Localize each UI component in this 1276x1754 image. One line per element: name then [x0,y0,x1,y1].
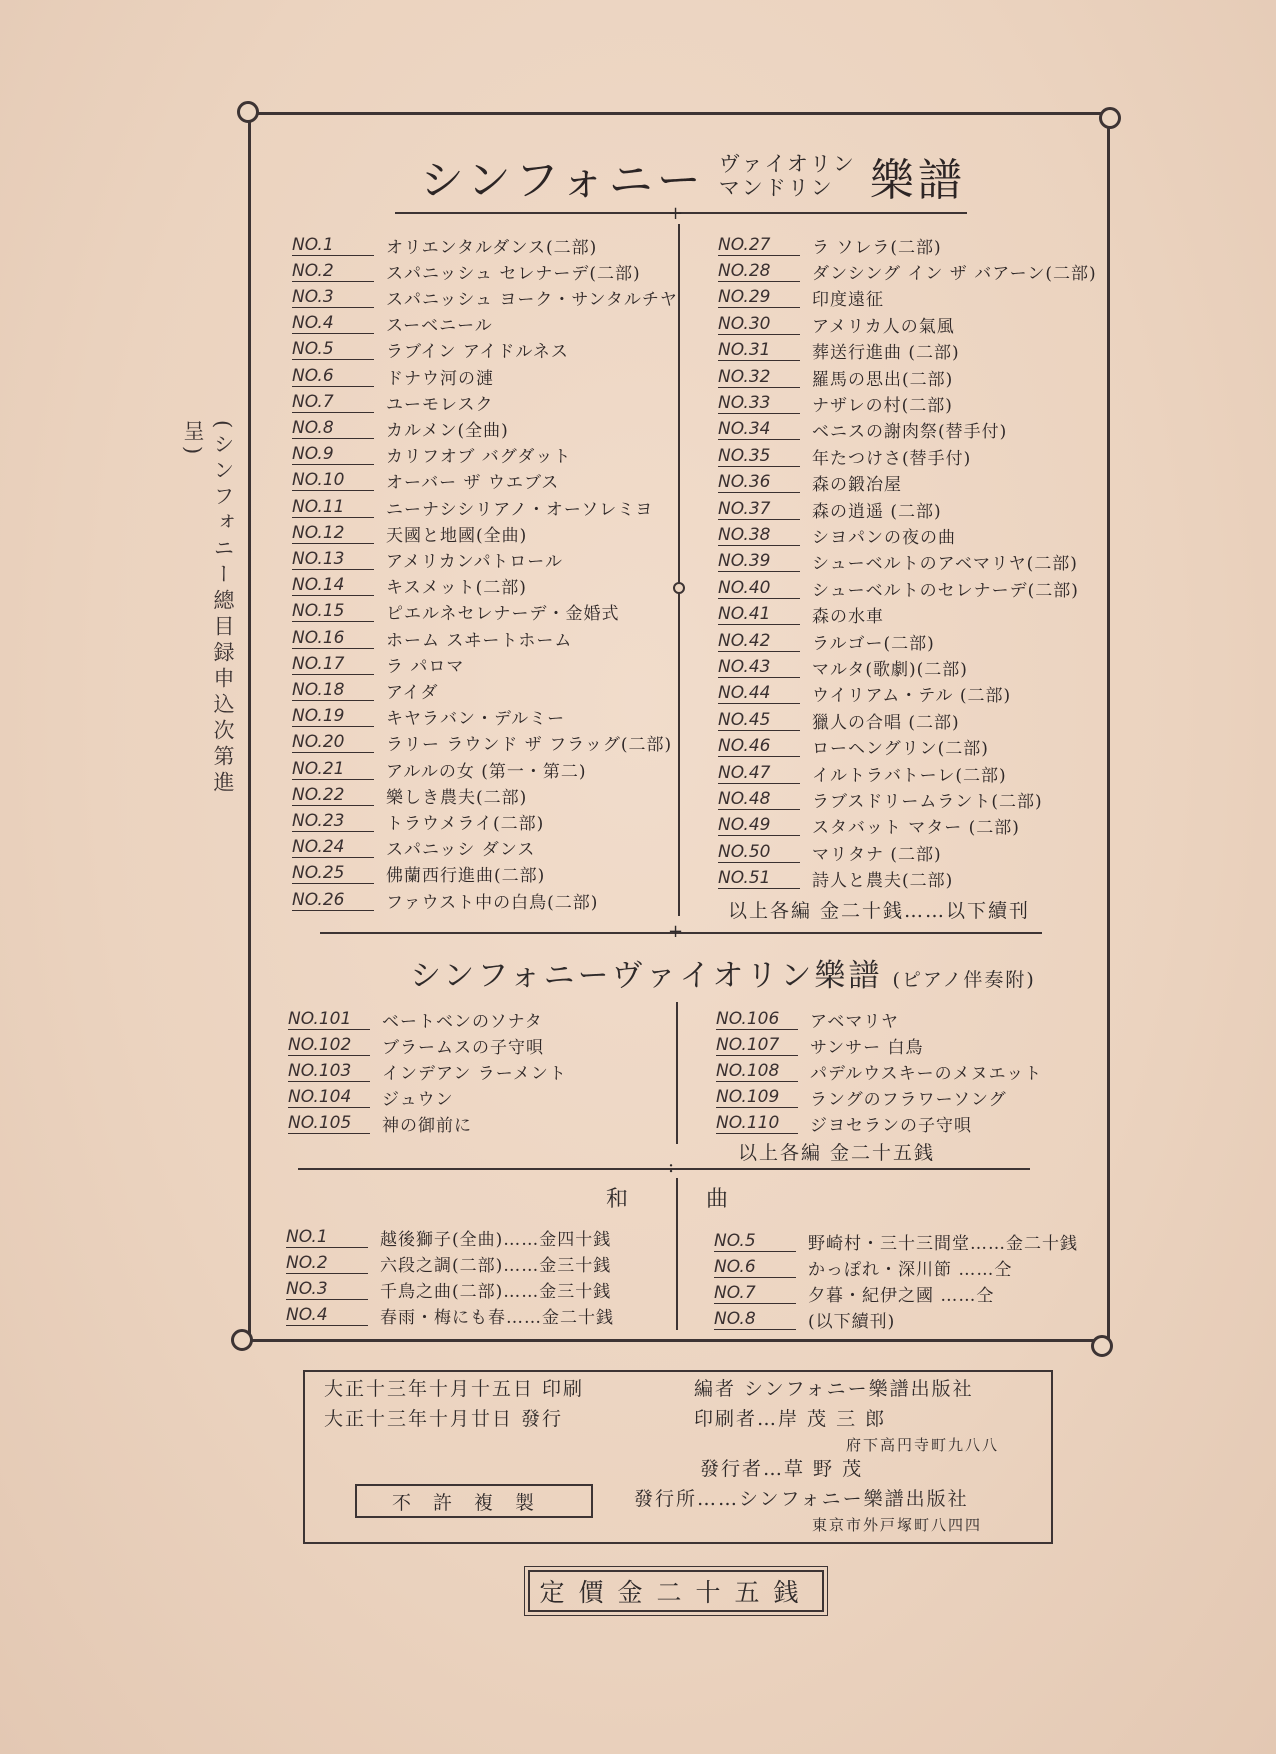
main-title [420,148,966,204]
list-item [718,311,955,337]
item-title: スパニッシュ セレナーデ(二部) [386,263,641,284]
list-item [292,573,527,599]
list-item [292,311,493,337]
print-date: 大正十三年十月十五日 印刷 [324,1378,585,1400]
item-number: NO.106 [716,1009,798,1030]
list-item [716,1032,924,1058]
list-item [718,813,1020,839]
item-number: NO.20 [292,732,374,753]
list-item [718,575,1079,601]
item-number: NO.27 [718,235,800,256]
list-item [292,625,572,651]
list-item [718,839,942,865]
list-item [286,1302,614,1328]
item-number: NO.40 [718,578,800,599]
editor: 編者 シンフォニー樂譜出版社 [694,1378,974,1400]
item-title: ブラームスの子守唄 [382,1037,544,1058]
item-title: ファウスト中の白鳥(二部) [386,892,599,913]
title-mandolin: マンドリン [718,176,834,200]
item-number: NO.42 [718,631,800,652]
item-title: アルルの女 (第一・第二) [386,761,587,782]
list-item [288,1058,567,1084]
item-title: スタバット マター (二部) [812,818,1020,839]
item-number: NO.43 [718,657,800,678]
list-item [288,1032,544,1058]
column-divider [678,224,680,916]
list-item [292,782,527,808]
list-item [714,1254,1012,1280]
no-reprint-stamp: 不許複製 [355,1484,593,1518]
item-title: ドナウ河の漣 [386,368,494,389]
item-number: NO.15 [292,601,374,622]
list-item [718,707,960,733]
item-title: 野崎村・三十三間堂……金二十銭 [808,1233,1078,1254]
list-item [288,1110,472,1136]
item-number: NO.39 [718,551,800,572]
item-number: NO.105 [288,1113,370,1134]
item-title: カルメン(全曲) [386,420,509,441]
list-item [292,494,653,520]
item-title: ラブスドリームラント(二部) [812,791,1043,812]
item-title: シューベルトのアベマリヤ(二部) [812,554,1078,575]
list-item [718,285,884,311]
item-number: NO.19 [292,706,374,727]
item-number: NO.21 [292,759,374,780]
item-title: マルタ(歌劇)(二部) [812,659,968,680]
item-title: ユーモレスク [386,394,494,415]
item-title: ウイリアム・テル (二部) [812,686,1012,707]
item-title: イルトラバトーレ(二部) [812,765,1007,786]
item-title: サンサー 白鳥 [810,1037,924,1058]
item-title: ホーム スヰートホーム [386,630,573,651]
item-title: アメリカンパトロール [386,551,563,572]
item-number: NO.5 [292,339,374,360]
item-number: NO.5 [714,1231,796,1252]
list-item [286,1224,611,1250]
item-title: オーバー ザ ウエブス [386,473,560,494]
publisher-house: 發行所……シンフォニー樂譜出版社 [634,1488,969,1510]
item-number: NO.34 [718,419,800,440]
item-title: 葬送行進曲 (二部) [812,343,960,364]
list-item [718,866,953,892]
item-number: NO.29 [718,287,800,308]
list-item [288,1006,543,1032]
item-number: NO.32 [718,367,800,388]
list-item [718,628,935,654]
item-title: ベートベンのソナタ [382,1011,543,1032]
item-title: 獵人の合唱 (二部) [812,712,960,733]
item-title: 印度遠征 [812,290,884,311]
list-item [292,887,598,913]
item-title: ラングのフラワーソング [810,1089,1007,1110]
list-item [718,258,1097,284]
list-item [716,1110,972,1136]
list-item [292,861,545,887]
item-title: (以下續刊) [808,1311,896,1332]
item-title: 天國と地國(全曲) [386,525,528,546]
item-title: カリフオブ バグダット [386,447,572,468]
item-number: NO.4 [286,1305,368,1326]
list-item [292,520,527,546]
item-number: NO.3 [286,1279,368,1300]
publisher: 發行者…草 野 茂 [700,1458,864,1480]
item-title: マリタナ (二部) [812,844,942,865]
item-title: ラブイン アイドルネス [386,342,569,363]
main-title-instruments [719,152,856,200]
item-title: キヤラバン・デルミー [386,709,566,730]
item-number: NO.18 [292,680,374,701]
item-number: NO.11 [292,497,374,518]
item-title: 羅馬の思出(二部) [812,369,954,390]
item-title: ジュウン [382,1089,454,1110]
item-title: ピエルネセレナーデ・金婚式 [386,604,620,625]
item-title: インデアン ラーメント [382,1063,567,1084]
item-title: 六段之調(二部)……金三十銭 [380,1255,612,1276]
item-title: 森の鍛冶屋 [812,475,902,496]
printer-address: 府下高円寺町九八八 [846,1436,1000,1454]
item-number: NO.45 [718,710,800,731]
item-title: 年たつけさ(替手付) [812,448,972,469]
item-number: NO.17 [292,654,374,675]
divider-dot [673,582,685,594]
publisher-address: 東京市外戸塚町八四四 [812,1516,983,1534]
item-number: NO.10 [292,470,374,491]
list-item [292,415,509,441]
list-item [718,338,960,364]
list-item [292,442,571,468]
list-item [714,1280,994,1306]
list-item [718,602,884,628]
item-number: NO.107 [716,1035,798,1056]
list2-price-note: 以上各編 金二十五銭 [738,1142,936,1164]
item-number: NO.23 [292,811,374,832]
list-item [292,730,672,756]
item-title: シューベルトのセレナーデ(二部) [812,580,1079,601]
item-number: NO.8 [292,418,374,439]
item-number: NO.38 [718,525,800,546]
main-title-tail: 樂譜 [869,155,966,206]
item-title: アベマリヤ [810,1011,899,1032]
list-item [718,549,1078,575]
item-number: NO.8 [714,1309,796,1330]
list-item [714,1228,1078,1254]
item-number: NO.51 [718,868,800,889]
item-title: アメリカ人の氣風 [812,316,955,337]
issue-date: 大正十三年十月廿日 發行 [324,1408,564,1430]
list-item [292,284,678,310]
item-title: ジヨセランの子守唄 [810,1115,972,1136]
item-title: 森の水車 [812,607,884,628]
item-number: NO.2 [286,1253,368,1274]
item-number: NO.109 [716,1087,798,1108]
list-item [288,1084,454,1110]
list-item [286,1250,611,1276]
item-number: NO.3 [292,287,374,308]
item-number: NO.36 [718,472,800,493]
list-item [292,704,565,730]
item-title: ローヘングリン(二部) [812,739,989,760]
item-number: NO.12 [292,523,374,544]
list-item [292,677,438,703]
item-title: シヨパンの夜の曲 [812,527,956,548]
section-title-wakyoku-left: 和 [606,1187,631,1212]
item-title: アイダ [386,682,439,703]
title-violin: ヴァイオリン [718,152,856,176]
list-item [718,522,956,548]
item-number: NO.4 [292,313,374,334]
item-number: NO.13 [292,549,374,570]
item-title: ラ ソレラ(二部) [812,237,942,258]
item-number: NO.30 [718,314,800,335]
item-title: 春雨・梅にも春……金二十銭 [380,1307,614,1328]
side-note: (シンフォニー總目録申込次第進呈) [181,420,235,798]
list-item [292,389,494,415]
item-title: 森の逍遥 (二部) [812,501,942,522]
item-number: NO.104 [288,1087,370,1108]
main-title-text: シンフォニー [420,155,705,206]
section-title-main: シンフォニーヴァイオリン樂譜 [410,958,883,994]
section-title-violin-piano [410,950,1036,995]
section-rule-mark: + [668,921,684,942]
item-number: NO.41 [718,604,800,625]
list-item [292,258,641,284]
item-number: NO.24 [292,837,374,858]
list-item [292,468,559,494]
item-number: NO.7 [292,392,374,413]
item-number: NO.108 [716,1061,798,1082]
list-item [718,496,942,522]
list-item [718,734,989,760]
item-number: NO.26 [292,890,374,911]
section-title-wakyoku-right: 曲 [706,1187,731,1212]
list-item [286,1276,611,1302]
list-item [718,681,1011,707]
section-title-sub: (ピアノ伴奏附) [892,969,1036,991]
corner-ornament [231,1329,253,1351]
list-item [714,1306,895,1332]
item-title: 千鳥之曲(二部)……金三十銭 [380,1281,612,1302]
item-title: スパニッシ ダンス [386,840,536,861]
item-title: 夕暮・紀伊之國 ……仝 [808,1285,995,1306]
list-item [716,1084,1007,1110]
item-title: 樂しき農夫(二部) [386,787,528,808]
corner-ornament [1091,1335,1113,1357]
price-box: 定價金二十五銭 [528,1570,824,1612]
item-title: 佛蘭西行進曲(二部) [386,866,546,887]
item-title: スーベニール [386,316,493,337]
list-item [292,232,597,258]
item-number: NO.14 [292,575,374,596]
list-item [718,786,1043,812]
list-item [716,1006,899,1032]
item-title: トラウメライ(二部) [386,813,545,834]
item-number: NO.25 [292,863,374,884]
item-number: NO.44 [718,683,800,704]
list-item [718,760,1007,786]
list-item [718,417,1007,443]
item-number: NO.2 [292,261,374,282]
item-number: NO.6 [292,366,374,387]
item-number: NO.1 [292,235,374,256]
list-item [718,364,953,390]
list-item [292,337,569,363]
section-rule-mark: : [668,1156,675,1177]
list-item [292,599,620,625]
item-number: NO.1 [286,1227,368,1248]
item-number: NO.47 [718,763,800,784]
list-item [718,654,968,680]
list-item [718,470,902,496]
list-item [292,756,587,782]
list-item [292,546,563,572]
list-item [718,443,971,469]
title-rule-mark: + [668,203,684,224]
list-item [292,651,464,677]
item-number: NO.103 [288,1061,370,1082]
list-item [716,1058,1042,1084]
item-number: NO.6 [714,1257,796,1278]
item-title: ベニスの謝肉祭(替手付) [812,422,1008,443]
item-title: オリエンタルダンス(二部) [386,237,598,258]
item-title: スパニッシュ ヨーク・サンタルチヤ [386,289,678,310]
item-number: NO.46 [718,736,800,757]
item-title: 詩人と農夫(二部) [812,871,954,892]
item-title: ラリー ラウンド ザ フラッグ(二部) [386,735,673,756]
item-title: パデルウスキーのメヌエット [810,1063,1043,1084]
section-rule [298,1168,1030,1170]
item-number: NO.101 [288,1009,370,1030]
corner-ornament [1099,107,1121,129]
item-title: ラ パロマ [386,656,465,677]
item-number: NO.49 [718,815,800,836]
item-number: NO.31 [718,340,800,361]
item-title: ニーナシシリアノ・オーソレミヨ [386,499,654,520]
item-number: NO.102 [288,1035,370,1056]
item-title: 越後獅子(全曲)……金四十銭 [380,1229,612,1250]
list-item [292,835,535,861]
item-number: NO.35 [718,446,800,467]
item-title: キスメット(二部) [386,578,527,599]
printer: 印刷者…岸 茂 三 郎 [694,1408,887,1430]
item-number: NO.50 [718,842,800,863]
item-number: NO.7 [714,1283,796,1304]
item-title: ダンシング イン ザ バアーン(二部) [812,263,1097,284]
item-number: NO.48 [718,789,800,810]
item-title: ナザレの村(二部) [812,395,953,416]
corner-ornament [237,101,259,123]
item-number: NO.110 [716,1113,798,1134]
item-title: 神の御前に [382,1115,472,1136]
list1-price-note: 以上各編 金二十銭……以下續刊 [728,900,1031,922]
item-number: NO.9 [292,444,374,465]
item-title: ラルゴー(二部) [812,633,935,654]
item-number: NO.33 [718,393,800,414]
item-number: NO.16 [292,628,374,649]
column-divider [676,1002,678,1144]
column-divider [676,1178,678,1330]
item-number: NO.22 [292,785,374,806]
list-item [718,232,942,258]
list-item [292,808,544,834]
item-number: NO.28 [718,261,800,282]
item-number: NO.37 [718,499,800,520]
list-item [718,390,953,416]
item-title: かっぽれ・深川節 ……仝 [808,1259,1013,1280]
list-item [292,363,494,389]
